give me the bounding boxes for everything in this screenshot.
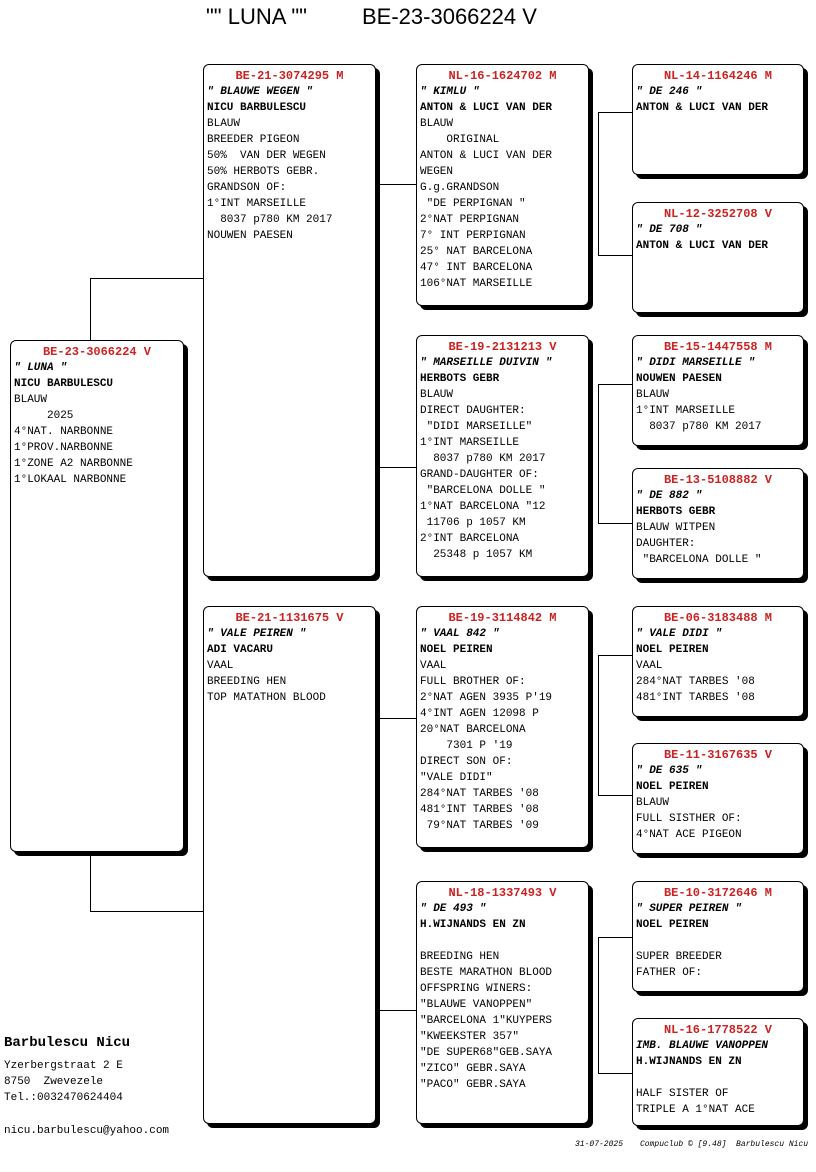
great-grandparent-card-fmf[interactable] (632, 335, 804, 446)
ring-number: BE-23-3066224 V (42, 345, 152, 359)
info-line: BLAUW (207, 118, 241, 130)
connector (598, 937, 599, 1073)
connector (598, 655, 633, 656)
owner-name: NICU BARBULESCU (14, 378, 114, 390)
info-line (420, 933, 585, 949)
pigeon-name: " DIDI MARSEILLE " (636, 357, 755, 369)
info-line: 4°NAT ACE PIGEON (636, 829, 742, 841)
info-line: 50% HERBOTS GEBR. (207, 166, 320, 178)
paternal-grandmother-card[interactable] (416, 335, 589, 577)
connector (598, 384, 599, 523)
info-line: BLAUW (636, 389, 670, 401)
info-line: "KWEEKSTER 357" (420, 1031, 520, 1043)
info-line: 8037 p780 KM 2017 (636, 421, 762, 433)
connector (598, 937, 633, 938)
connector (598, 523, 633, 524)
connector (90, 852, 91, 912)
connector (375, 1010, 417, 1011)
info-line: TOP MATATHON BLOOD (207, 692, 326, 704)
ring-number: BE-06-3183488 M (663, 611, 773, 625)
info-line: DIRECT SON OF: (420, 756, 513, 768)
owner-name: ADI VACARU (207, 644, 274, 656)
connector (90, 278, 204, 279)
info-line: 2025 (14, 410, 74, 422)
breeder-city: 8750 Zwevezele (4, 1076, 104, 1088)
great-grandparent-card-fff[interactable] (632, 64, 804, 175)
info-line (636, 1070, 800, 1086)
info-line: HALF SISTER OF (636, 1088, 729, 1100)
info-line: BLAUW (14, 394, 48, 406)
pigeon-name: " DE 882 " (636, 490, 703, 502)
title-pigeon-name: "" LUNA "" (206, 4, 307, 29)
owner-name: NOEL PEIREN (636, 919, 709, 931)
father-card[interactable] (203, 64, 376, 577)
info-line: GRAND-DAUGHTER OF: (420, 469, 539, 481)
info-line: BREEDING HEN (207, 676, 287, 688)
info-line: FULL SISTHER OF: (636, 813, 742, 825)
info-line: 4°INT AGEN 12098 P (420, 708, 539, 720)
ring-number: BE-11-3167635 V (663, 748, 773, 762)
info-line: 20°NAT BARCELONA (420, 724, 526, 736)
owner-name: HERBOTS GEBR (420, 373, 500, 385)
info-line: "DE SUPER68"GEB.SAYA (420, 1047, 553, 1059)
info-line: FULL BROTHER OF: (420, 676, 526, 688)
info-line: NOUWEN PAESEN (207, 230, 293, 242)
pigeon-name: " VALE DIDI " (636, 628, 722, 640)
info-line: BLAUW (420, 389, 454, 401)
mother-card[interactable] (203, 606, 376, 1124)
info-line: 284°NAT TARBES '08 (636, 676, 755, 688)
info-line: SUPER BREEDER (636, 951, 722, 963)
info-line: 1°NAT BARCELONA "12 (420, 501, 546, 513)
great-grandparent-card-fmm[interactable] (632, 468, 804, 579)
connector (598, 112, 599, 255)
info-line: "ZICO" GEBR.SAYA (420, 1063, 526, 1075)
info-line: 1°LOKAAL NARBONNE (14, 474, 127, 486)
info-line: 7° INT PERPIGNAN (420, 230, 526, 242)
info-line: 8037 p780 KM 2017 (420, 453, 546, 465)
info-line: WEGEN (420, 166, 454, 178)
great-grandparent-card-mfm[interactable] (632, 743, 804, 854)
pigeon-name: " DE 493 " (420, 903, 487, 915)
connector (598, 655, 599, 795)
info-line: "BARCELONA DOLLE " (636, 554, 762, 566)
ring-number: BE-15-1447558 M (663, 340, 773, 354)
info-line: 1°INT MARSEILLE (207, 198, 307, 210)
info-line: 8037 p780 KM 2017 (207, 214, 333, 226)
pigeon-name: IMB. BLAUWE VANOPPEN (636, 1040, 769, 1052)
info-line: BLAUW WITPEN (636, 522, 716, 534)
subject-pigeon-card[interactable] (10, 340, 184, 852)
connector (375, 467, 417, 468)
info-line: GRANDSON OF: (207, 182, 287, 194)
ring-number: BE-10-3172646 M (663, 886, 773, 900)
info-line: BESTE MARATHON BLOOD (420, 967, 553, 979)
ring-number: BE-21-3074295 M (235, 69, 344, 83)
owner-name: NICU BARBULESCU (207, 102, 307, 114)
info-line: 79°NAT TARBES '09 (420, 820, 539, 832)
info-line: 4°NAT. NARBONNE (14, 426, 114, 438)
ring-number: NL-18-1337493 V (448, 886, 557, 900)
info-line: 2°NAT AGEN 3935 P'19 (420, 692, 553, 704)
info-line: ORIGINAL (420, 134, 500, 146)
info-line: 284°NAT TARBES '08 (420, 788, 539, 800)
owner-name: ANTON & LUCI VAN DER (636, 240, 769, 252)
breeder-email[interactable]: nicu.barbulescu@yahoo.com (4, 1125, 170, 1137)
info-line: BLAUW (636, 797, 670, 809)
info-line: "BLAUWE VANOPPEN" (420, 999, 533, 1011)
software-credit: Compuclub © [9.48] Barbulescu Nicu (640, 1140, 809, 1149)
ring-number: BE-21-1131675 V (235, 611, 344, 625)
info-line: 1°PROV.NARBONNE (14, 442, 114, 454)
owner-name: NOEL PEIREN (636, 781, 709, 793)
info-line: ANTON & LUCI VAN DER (420, 150, 553, 162)
breeder-phone: Tel.:0032470624404 (4, 1092, 123, 1104)
info-line (636, 933, 800, 949)
pigeon-name: " LUNA " (14, 362, 67, 374)
owner-name: ANTON & LUCI VAN DER (636, 102, 769, 114)
ring-number: BE-19-3114842 M (448, 611, 557, 625)
ring-number: BE-19-2131213 V (448, 340, 557, 354)
info-line: FATHER OF: (636, 967, 703, 979)
connector (598, 112, 633, 113)
owner-name: H.WIJNANDS EN ZN (420, 919, 526, 931)
great-grandparent-card-mmm[interactable] (632, 1018, 804, 1126)
info-line: BREEDING HEN (420, 951, 500, 963)
owner-name: NOEL PEIREN (420, 644, 493, 656)
info-line: 25348 p 1057 KM (420, 549, 533, 561)
connector (90, 911, 204, 912)
info-line: 1°ZONE A2 NARBONNE (14, 458, 133, 470)
owner-name: NOEL PEIREN (636, 644, 709, 656)
pigeon-name: " MARSEILLE DUIVIN " (420, 357, 553, 369)
owner-name: HERBOTS GEBR (636, 506, 716, 518)
info-line: "DIDI MARSEILLE" (420, 421, 533, 433)
info-line: 2°NAT PERPIGNAN (420, 214, 520, 226)
info-line: 1°INT MARSEILLE (420, 437, 520, 449)
owner-name: H.WIJNANDS EN ZN (636, 1056, 742, 1068)
ring-number: NL-14-1164246 M (663, 69, 773, 83)
ring-number: NL-16-1624702 M (448, 69, 557, 83)
info-line: 11706 p 1057 KM (420, 517, 526, 529)
connector (375, 184, 417, 185)
connector (598, 255, 633, 256)
info-line: VAAL (636, 660, 663, 672)
connector (598, 1073, 633, 1074)
info-line: 106°NAT MARSEILLE (420, 278, 533, 290)
maternal-grandmother-card[interactable] (416, 881, 589, 1124)
info-line: G.g.GRANDSON (420, 182, 500, 194)
info-line: 1°INT MARSEILLE (636, 405, 736, 417)
great-grandparent-card-mmf[interactable] (632, 881, 804, 992)
info-line: VAAL (420, 660, 447, 672)
info-line: DIRECT DAUGHTER: (420, 405, 526, 417)
ring-number: NL-12-3252708 V (663, 207, 773, 221)
connector (598, 384, 633, 385)
pigeon-name: " VAAL 842 " (420, 628, 500, 640)
owner-name: ANTON & LUCI VAN DER (420, 102, 553, 114)
connector (598, 795, 633, 796)
pigeon-name: " SUPER PEIREN " (636, 903, 742, 915)
info-line: BLAUW (420, 118, 454, 130)
info-line: 25° NAT BARCELONA (420, 246, 533, 258)
info-line: "BARCELONA DOLLE " (420, 485, 546, 497)
info-line: "VALE DIDI" (420, 772, 493, 784)
pigeon-name: " DE 635 " (636, 765, 703, 777)
great-grandparent-card-mff[interactable] (632, 606, 804, 717)
info-line: OFFSPRING WINERS: (420, 983, 533, 995)
info-line: DAUGHTER: (636, 538, 696, 550)
pigeon-name: " BLAUWE WEGEN " (207, 86, 313, 98)
connector (375, 718, 417, 719)
info-line: 2°INT BARCELONA (420, 533, 520, 545)
info-line: 481°INT TARBES '08 (636, 692, 755, 704)
info-line: VAAL (207, 660, 234, 672)
info-line: "DE PERPIGNAN " (420, 198, 526, 210)
title-ring-number: BE-23-3066224 V (362, 4, 537, 29)
maternal-grandfather-card[interactable] (416, 606, 589, 848)
info-line: TRIPLE A 1°NAT ACE (636, 1104, 755, 1116)
pigeon-name: " KIMLU " (420, 86, 480, 98)
pigeon-name: " VALE PEIREN " (207, 628, 307, 640)
info-line: 47° INT BARCELONA (420, 262, 533, 274)
info-line: 481°INT TARBES '08 (420, 804, 539, 816)
info-line: 7301 P '19 (420, 740, 513, 752)
info-line: BREEDER PIGEON (207, 134, 300, 146)
info-line: 50% VAN DER WEGEN (207, 150, 326, 162)
great-grandparent-card-ffm[interactable] (632, 202, 804, 313)
ring-number: BE-13-5108882 V (663, 473, 773, 487)
pigeon-name: " DE 246 " (636, 86, 703, 98)
paternal-grandfather-card[interactable] (416, 64, 589, 306)
print-date: 31-07-2025 (575, 1140, 624, 1149)
info-line: "PACO" GEBR.SAYA (420, 1079, 526, 1091)
breeder-name: Barbulescu Nicu (4, 1035, 131, 1051)
owner-name: NOUWEN PAESEN (636, 373, 722, 385)
info-line: "BARCELONA 1"KUYPERS (420, 1015, 553, 1027)
ring-number: NL-16-1778522 V (663, 1023, 773, 1037)
breeder-street: Yzerbergstraat 2 E (4, 1060, 123, 1072)
pigeon-name: " DE 708 " (636, 224, 703, 236)
connector (90, 278, 91, 340)
